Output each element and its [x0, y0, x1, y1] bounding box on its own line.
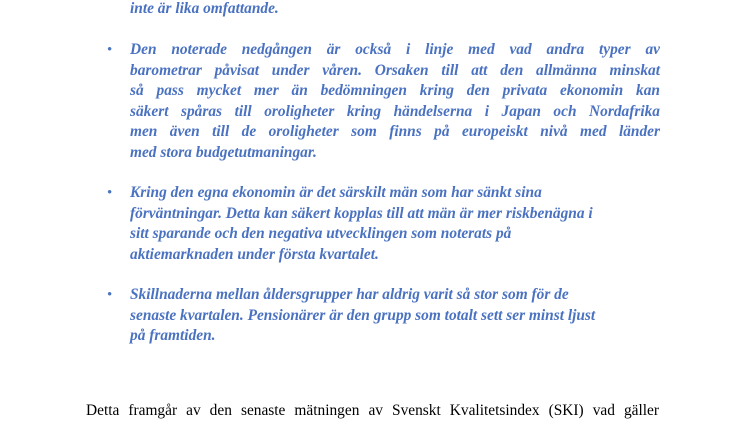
text-line: senaste kvartalen. Pensionärer är den grupp som totalt sett ser minst ljust — [130, 306, 596, 324]
body-paragraph: Detta framgår av den senaste mätningen av Svenskt Kvalitetsindex (SKI) vad gäller — [86, 402, 659, 419]
text-line: men även till de oroligheter som finns på europeiskt nivå med länder — [130, 123, 660, 140]
bullet-dot-icon: • — [107, 185, 113, 201]
text-line: på framtiden. — [130, 327, 216, 344]
text-line: så pass mycket mer än bedömningen kring den privata ekonomin kan — [130, 82, 660, 99]
bullet-text — [130, 285, 660, 347]
text-line: inte är lika omfattande. — [130, 0, 279, 17]
bullet-continuation-text — [130, 0, 660, 20]
bullet-text — [130, 183, 660, 265]
text-line: sitt sparande och den negativa utvecklingen som noterats på — [130, 225, 512, 242]
text-line: med stora budgetutmaningar. — [130, 143, 317, 161]
text-line: aktiemarknaden under första kvartalet. — [130, 245, 379, 263]
text-line: barometrar påvisat under våren. Orsaken till att den allmänna minskat — [130, 61, 660, 79]
text-line: säkert spåras till oroligheter kring händelserna i Japan och Nordafrika — [130, 102, 660, 120]
bullet-dot-icon: • — [107, 42, 113, 58]
text-line: Skillnaderna mellan åldersgrupper har aldrig varit så stor som för de — [130, 286, 569, 303]
bullet-dot-icon: • — [107, 287, 113, 303]
bullet-text — [130, 40, 660, 163]
text-line: Den noterade nedgången är också i linje med vad andra typer av — [130, 41, 660, 58]
text-line: förväntningar. Detta kan säkert kopplas till att män är mer riskbenägna i — [130, 204, 593, 222]
text-line: Kring den egna ekonomin är det särskilt män som har sänkt sina — [130, 184, 542, 201]
